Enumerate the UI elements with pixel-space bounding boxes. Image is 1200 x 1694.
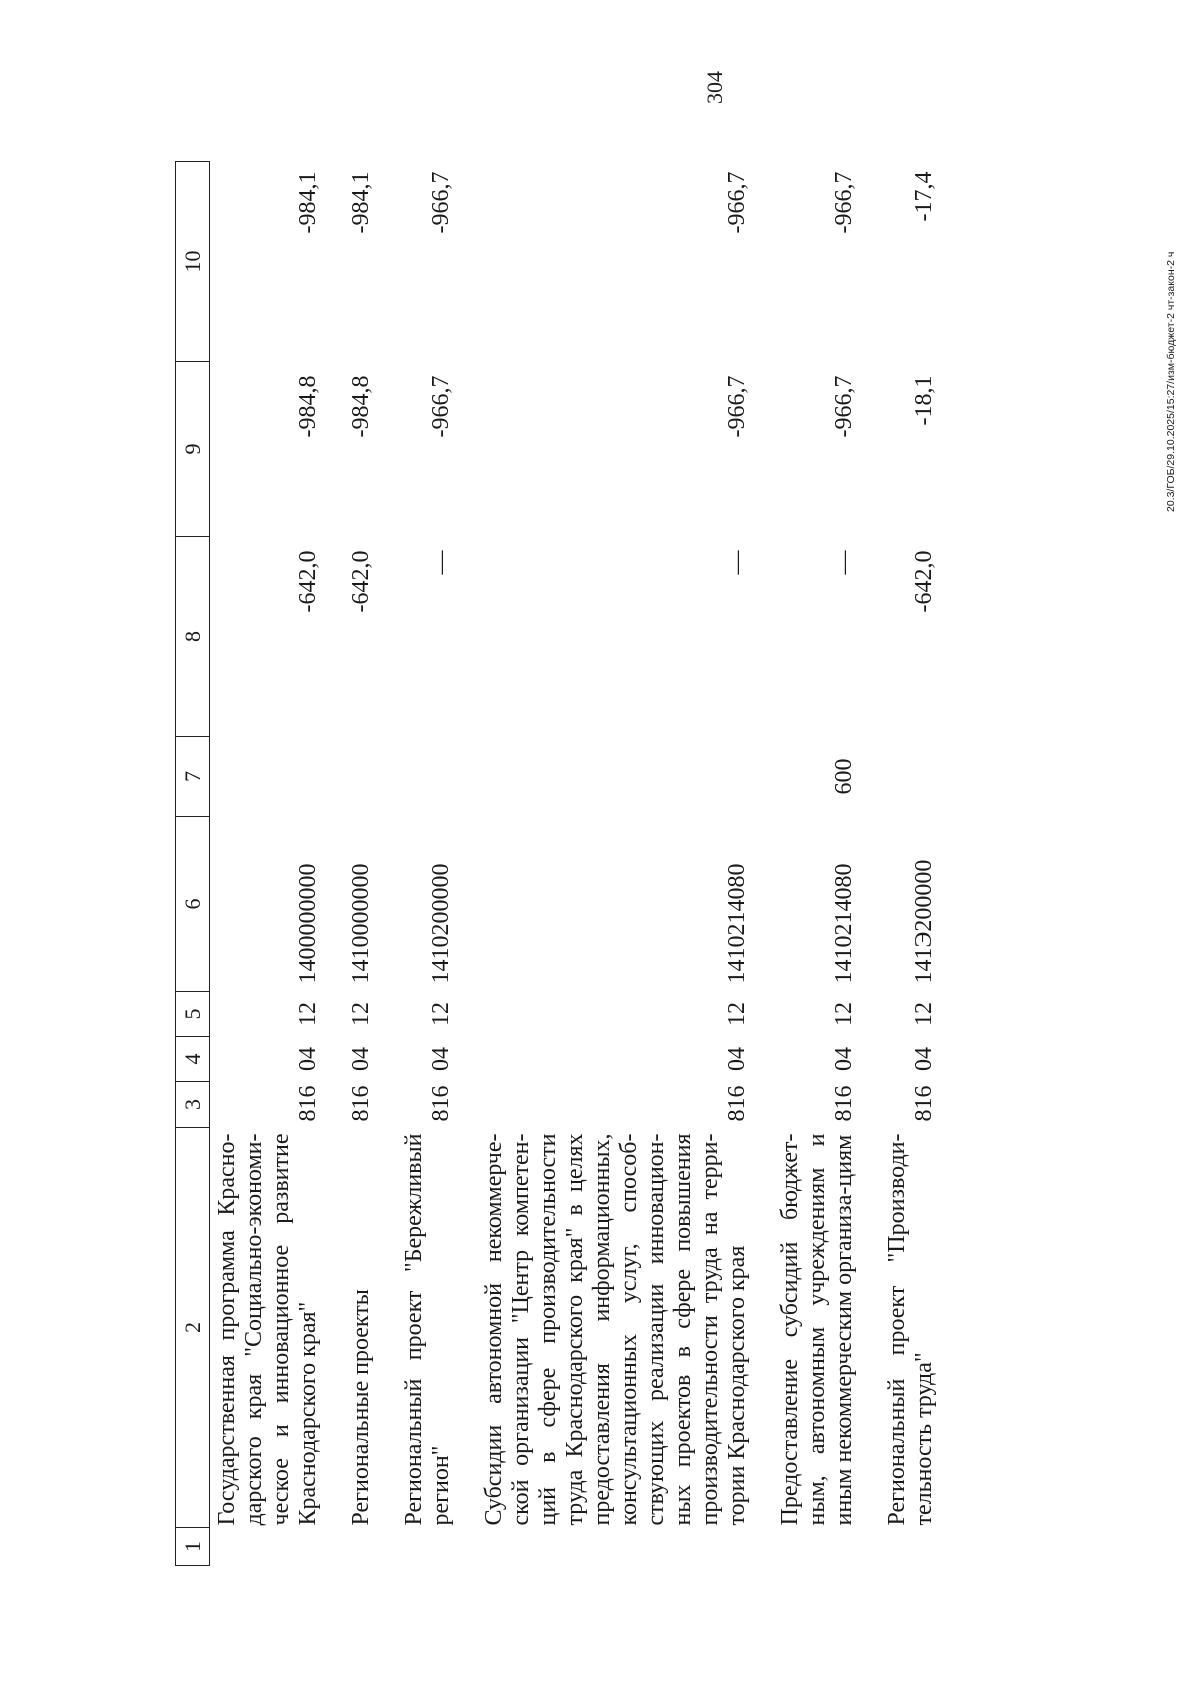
cell-amount-8: -642,0 xyxy=(295,550,321,613)
cell-amount-9: -984,8 xyxy=(295,375,321,438)
table-row xyxy=(481,162,777,1566)
cell-target-article: 1410200000 xyxy=(428,863,454,984)
cell-description: Государственная программа Красно-дарского края "Социально-экономи-ческое и инновационное развитие Краснодарского края" xyxy=(214,1133,321,1526)
cell-section: 04 xyxy=(295,1047,321,1071)
cell-section: 04 xyxy=(831,1047,857,1071)
cell-amount-9: -966,7 xyxy=(831,375,857,438)
cell-amount-10: -966,7 xyxy=(428,171,454,234)
cell-amount-9: -18,1 xyxy=(911,375,937,426)
cell-amount-9: -984,8 xyxy=(348,375,374,438)
cell-description: Региональные проекты xyxy=(348,1289,374,1526)
col-header-2: 2 xyxy=(176,1128,210,1528)
col-header-6: 6 xyxy=(176,817,210,992)
cell-ministry-code: 816 xyxy=(831,1085,857,1122)
cell-section: 04 xyxy=(428,1047,454,1071)
cell-subsection: 12 xyxy=(348,1002,374,1026)
cell-description: Региональный проект "Производи-тельность труда" xyxy=(884,1133,937,1526)
table-row xyxy=(401,162,481,1566)
cell-subsection: 12 xyxy=(295,1002,321,1026)
col-header-9: 9 xyxy=(176,362,210,537)
cell-target-article: 1410000000 xyxy=(348,863,374,984)
col-header-5: 5 xyxy=(176,992,210,1037)
col-header-10: 10 xyxy=(176,162,210,362)
cell-ministry-code: 816 xyxy=(724,1085,750,1122)
table-row xyxy=(884,162,964,1566)
budget-table xyxy=(175,161,964,1566)
cell-description: Предоставление субсидий бюджет-ным, автономным учреждениям и иным некоммерческим организа-циям xyxy=(777,1133,857,1526)
cell-col1 xyxy=(210,1528,349,1566)
cell-section: 04 xyxy=(911,1047,937,1071)
cell-subsection: 12 xyxy=(911,1002,937,1026)
col-header-4: 4 xyxy=(176,1037,210,1082)
cell-col1 xyxy=(348,1528,401,1566)
col-header-1: 1 xyxy=(176,1528,210,1566)
cell-amount-8: — xyxy=(724,550,750,575)
cell-amount-9: -966,7 xyxy=(724,375,750,438)
table-row xyxy=(348,162,401,1566)
cell-amount-9: -966,7 xyxy=(428,375,454,438)
cell-description: Региональный проект "Бережливый регион" xyxy=(401,1133,454,1526)
cell-amount-10: -17,4 xyxy=(911,171,937,222)
cell-amount-8: — xyxy=(831,550,857,575)
cell-ministry-code: 816 xyxy=(428,1085,454,1122)
cell-amount-10: -984,1 xyxy=(295,171,321,234)
cell-expense-type xyxy=(481,737,777,817)
cell-ministry-code: 816 xyxy=(911,1085,937,1122)
cell-amount-10: -966,7 xyxy=(724,171,750,234)
cell-description: Субсидии автономной некоммерче-ской организации "Центр компетен-ций в сфере производительности труда Краснодарского края" в целях предоставления информационных, консультационных услуг, способ-ствующих реализации инновацион-ных проектов в сфере повышения производительности труда на терри-тории Краснодарского края xyxy=(481,1133,750,1526)
cell-section: 04 xyxy=(348,1047,374,1071)
col-header-3: 3 xyxy=(176,1082,210,1128)
cell-target-article: 1410214080 xyxy=(831,863,857,984)
cell-col1 xyxy=(401,1528,481,1566)
cell-ministry-code: 816 xyxy=(295,1085,321,1122)
cell-target-article: 1400000000 xyxy=(295,863,321,984)
col-header-7: 7 xyxy=(176,737,210,817)
cell-amount-10: -984,1 xyxy=(348,171,374,234)
cell-amount-10: -966,7 xyxy=(831,171,857,234)
table-row xyxy=(777,162,884,1566)
page-number: 304 xyxy=(702,71,727,104)
cell-expense-type: 600 xyxy=(831,758,857,795)
footer-stamp: 20.3/ГОБ/29.10.2025/15:27/изм-бюджет-2 чт-закон-2 ч xyxy=(1165,251,1177,512)
cell-expense-type xyxy=(401,737,481,817)
cell-target-article: 141Э200000 xyxy=(911,859,937,984)
cell-amount-8: -642,0 xyxy=(911,550,937,613)
col-header-8: 8 xyxy=(176,537,210,737)
cell-expense-type xyxy=(884,737,964,817)
table-row xyxy=(210,162,349,1566)
cell-col1 xyxy=(777,1528,884,1566)
cell-ministry-code: 816 xyxy=(348,1085,374,1122)
cell-col1 xyxy=(481,1528,777,1566)
cell-subsection: 12 xyxy=(428,1002,454,1026)
cell-expense-type xyxy=(348,737,401,817)
cell-amount-8: -642,0 xyxy=(348,550,374,613)
cell-target-article: 1410214080 xyxy=(724,863,750,984)
cell-expense-type xyxy=(210,737,349,817)
header-row xyxy=(176,162,210,1566)
cell-subsection: 12 xyxy=(831,1002,857,1026)
cell-subsection: 12 xyxy=(724,1002,750,1026)
cell-amount-8: — xyxy=(428,550,454,575)
cell-col1 xyxy=(884,1528,964,1566)
cell-section: 04 xyxy=(724,1047,750,1071)
